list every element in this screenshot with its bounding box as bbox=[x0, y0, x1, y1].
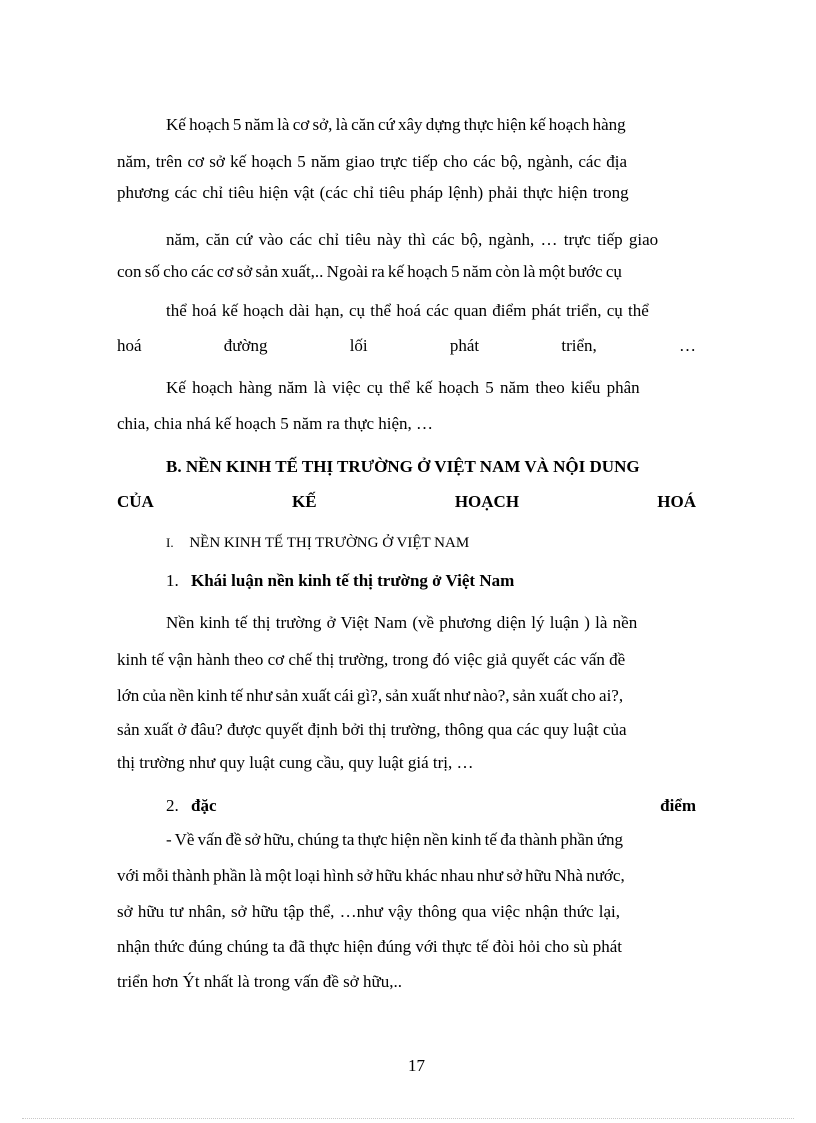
subsection-2-left bbox=[166, 796, 217, 816]
para1-line5: con số cho các cơ sở sản xuất,.. Ngoài ra kế hoạch 5 năm còn là một bước cụ bbox=[117, 262, 622, 281]
word: HOÁ bbox=[657, 492, 696, 511]
page-bottom-divider bbox=[22, 1118, 794, 1119]
word: KẾ bbox=[292, 492, 317, 511]
section-i-number: I. bbox=[166, 535, 174, 550]
para3-line1: Nền kinh tế thị trường ở Việt Nam (về phương diện lý luận ) là nền bbox=[166, 613, 638, 632]
para4-line1: - Về vấn đề sở hữu, chúng ta thực hiện nền kinh tế đa thành phần ứng bbox=[166, 830, 624, 849]
word: triển, bbox=[561, 336, 597, 355]
para3-line3: lớn của nền kinh tế như sản xuất cái gì?, sản xuất như nào?, sản xuất cho ai?, bbox=[117, 686, 624, 705]
para1-line6: thể hoá kế hoạch dài hạn, cụ thể hoá các quan điểm phát triển, cụ thể bbox=[166, 301, 649, 320]
para2-line1: Kế hoạch hàng năm là việc cụ thể kế hoạch 5 năm theo kiểu phân bbox=[166, 378, 640, 397]
word: HOẠCH bbox=[454, 492, 520, 511]
para2-line2: chia, chia nhá kế hoạch 5 năm ra thực hiện, … bbox=[117, 414, 434, 433]
word: phát bbox=[449, 336, 480, 355]
subsection-2-number: 2. bbox=[166, 796, 179, 815]
subsection-1-heading bbox=[166, 571, 514, 591]
word: lối bbox=[349, 336, 368, 355]
para1-line1: Kế hoạch 5 năm là cơ sở, là căn cứ xây dựng thực hiện kế hoạch hàng bbox=[166, 115, 626, 134]
section-i-title: NỀN KINH TẾ THỊ TRƯỜNG Ở VIỆT NAM bbox=[189, 535, 470, 551]
word: hoá bbox=[117, 336, 142, 355]
para4-line3: sở hữu tư nhân, sở hữu tập thể, …như vậy thông qua việc nhận thức lại, bbox=[117, 902, 621, 921]
word: … bbox=[679, 336, 696, 355]
para1-line2 bbox=[117, 152, 696, 172]
para1-line4: năm, căn cứ vào các chỉ tiêu này thì các bộ, ngành, … trực tiếp giao bbox=[166, 230, 659, 249]
para4-line5: triển hơn Ýt nhất là trong vấn đề sở hữu,.. bbox=[117, 972, 402, 991]
para1-line3: phương các chỉ tiêu hiện vật (các chỉ tiêu pháp lệnh) phải thực hiện trong bbox=[117, 183, 629, 202]
para1-line2-text: năm, trên cơ sở kế hoạch 5 năm giao trực tiếp cho các bộ, ngành, các địa bbox=[117, 152, 628, 171]
para3-line2: kinh tế vận hành theo cơ chế thị trường, trong đó việc giả quyết các vấn đề bbox=[117, 650, 626, 669]
page-number: 17 bbox=[408, 1056, 425, 1075]
subsection-1-title: Khái luận nền kinh tế thị trường ở Việt Nam bbox=[191, 571, 515, 590]
subsection-2-word1: đặc bbox=[191, 796, 217, 815]
word: đường bbox=[223, 336, 268, 355]
section-i-heading bbox=[166, 533, 469, 553]
subsection-2-word2: điểm bbox=[660, 796, 696, 815]
para3-line5: thị trường như quy luật cung cầu, quy luật giá trị, … bbox=[117, 753, 474, 772]
heading-b-line1: B. NỀN KINH TẾ THỊ TRƯỜNG Ở VIỆT NAM VÀ NỘI DUNG bbox=[166, 457, 640, 476]
word: CỦA bbox=[117, 492, 154, 511]
para4-line2: với mỗi thành phần là một loại hình sở hữu khác nhau như sở hữu Nhà nước, bbox=[117, 866, 625, 885]
para1-line7 bbox=[117, 336, 696, 356]
heading-b-line2 bbox=[117, 492, 696, 512]
para4-line4: nhận thức đúng chúng ta đã thực hiện đúng với thực tế đòi hỏi cho sù phát bbox=[117, 937, 622, 956]
subsection-2-heading bbox=[166, 796, 696, 816]
subsection-1-number: 1. bbox=[166, 571, 179, 590]
para3-line4: sản xuất ở đâu? được quyết định bởi thị trường, thông qua các quy luật của bbox=[117, 720, 627, 739]
